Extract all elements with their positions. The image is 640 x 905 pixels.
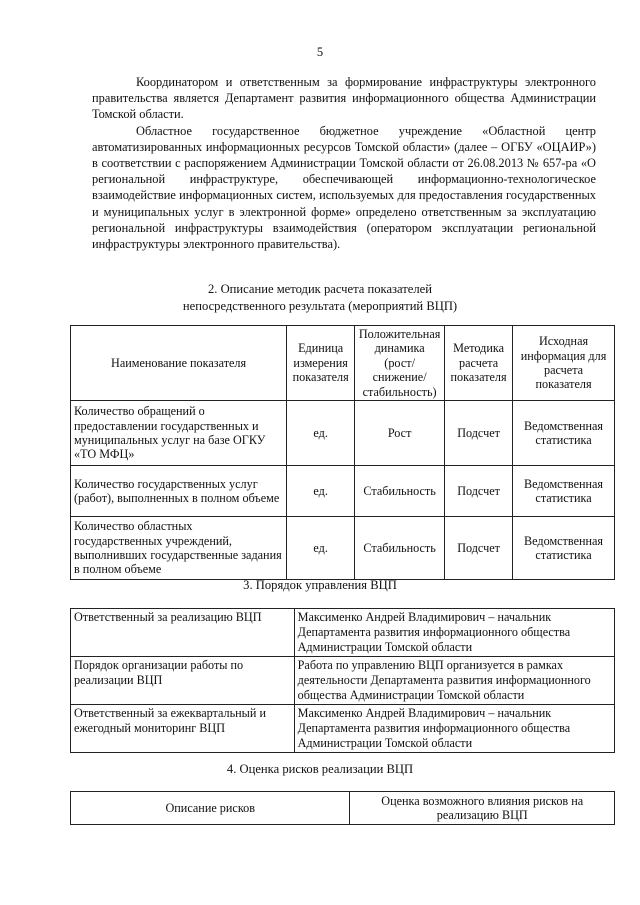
section-2-title-line-2: непосредственного результата (мероприятий ВЦП) bbox=[182, 299, 458, 313]
indicator-dynamics: Стабильность bbox=[355, 517, 445, 580]
management-table bbox=[70, 608, 615, 753]
risks-header-row bbox=[71, 792, 615, 825]
table-row bbox=[71, 657, 615, 705]
metrics-table bbox=[70, 325, 615, 580]
intro-paragraph-2: Областное государственное бюджетное учреждение «Областной центр автоматизированных информационных ресурсов Томской области» (далее – ОГБУ «ОЦАИР») в соответствии с распоряжением Администрации Томской области от 26.08.2013 № 657-ра «О региональной инфраструктуре, обеспечивающей информационно-технологическое взаимодействие информационных систем, используемых для предоставления государственных и муниципальных услуг в электронной форме» определено ответственным за эксплуатацию региональной инфраструктуры взаимодействия (оператором эксплуатации региональной инфраструктуры электронного правительства). bbox=[92, 123, 596, 252]
section-2-title-line-1: 2. Описание методик расчета показателей bbox=[207, 282, 432, 296]
indicator-unit: ед. bbox=[287, 517, 355, 580]
header-method: Методика расчета показателя bbox=[445, 326, 513, 401]
table-row bbox=[71, 517, 615, 580]
header-risk-description: Описание рисков bbox=[71, 792, 350, 825]
indicator-source: Ведомственная статистика bbox=[513, 401, 615, 466]
table-row bbox=[71, 609, 615, 657]
header-dynamics: Положительная динамика (рост/ снижение/ стабильность) bbox=[355, 326, 445, 401]
intro-text bbox=[92, 74, 596, 252]
management-value: Максименко Андрей Владимирович – начальник Департамента развития информационного общества Администрации Томской области bbox=[294, 609, 614, 657]
table-row bbox=[71, 466, 615, 517]
indicator-unit: ед. bbox=[287, 466, 355, 517]
intro-paragraph-1: Координатором и ответственным за формирование инфраструктуры электронного правительства является Департамент развития информационного общества Администрации Томской области. bbox=[92, 75, 596, 122]
indicator-dynamics: Рост bbox=[355, 401, 445, 466]
table-row bbox=[71, 401, 615, 466]
indicator-method: Подсчет bbox=[445, 401, 513, 466]
section-2-heading bbox=[0, 281, 640, 315]
header-unit: Единица измерения показателя bbox=[287, 326, 355, 401]
section-3-heading: 3. Порядок управления ВЦП bbox=[243, 578, 397, 592]
management-label: Ответственный за реализацию ВЦП bbox=[71, 609, 295, 657]
table-row bbox=[71, 705, 615, 753]
management-label: Ответственный за ежеквартальный и ежегодный мониторинг ВЦП bbox=[71, 705, 295, 753]
indicator-source: Ведомственная статистика bbox=[513, 466, 615, 517]
metrics-header-row bbox=[71, 326, 615, 401]
indicator-name: Количество областных государственных учреждений, выполнивших государственные задания в полном объеме bbox=[71, 517, 287, 580]
page-number: 5 bbox=[316, 45, 324, 59]
risks-table bbox=[70, 791, 615, 825]
indicator-dynamics: Стабильность bbox=[355, 466, 445, 517]
section-4-heading: 4. Оценка рисков реализации ВЦП bbox=[226, 762, 414, 776]
indicator-unit: ед. bbox=[287, 401, 355, 466]
header-indicator-name: Наименование показателя bbox=[71, 326, 287, 401]
indicator-method: Подсчет bbox=[445, 517, 513, 580]
indicator-source: Ведомственная статистика bbox=[513, 517, 615, 580]
indicator-name: Количество обращений о предоставлении государственных и муниципальных услуг на базе ОГКУ «ТО МФЦ» bbox=[71, 401, 287, 466]
management-value: Работа по управлению ВЦП организуется в рамках деятельности Департамента развития информационного общества Администрации Томской области bbox=[294, 657, 614, 705]
management-label: Порядок организации работы по реализации ВЦП bbox=[71, 657, 295, 705]
management-value: Максименко Андрей Владимирович – начальник Департамента развития информационного общества Администрации Томской области bbox=[294, 705, 614, 753]
indicator-method: Подсчет bbox=[445, 466, 513, 517]
header-source: Исходная информация для расчета показателя bbox=[513, 326, 615, 401]
header-risk-impact: Оценка возможного влияния рисков на реализацию ВЦП bbox=[350, 792, 615, 825]
indicator-name: Количество государственных услуг (работ), выполненных в полном объеме bbox=[71, 466, 287, 517]
